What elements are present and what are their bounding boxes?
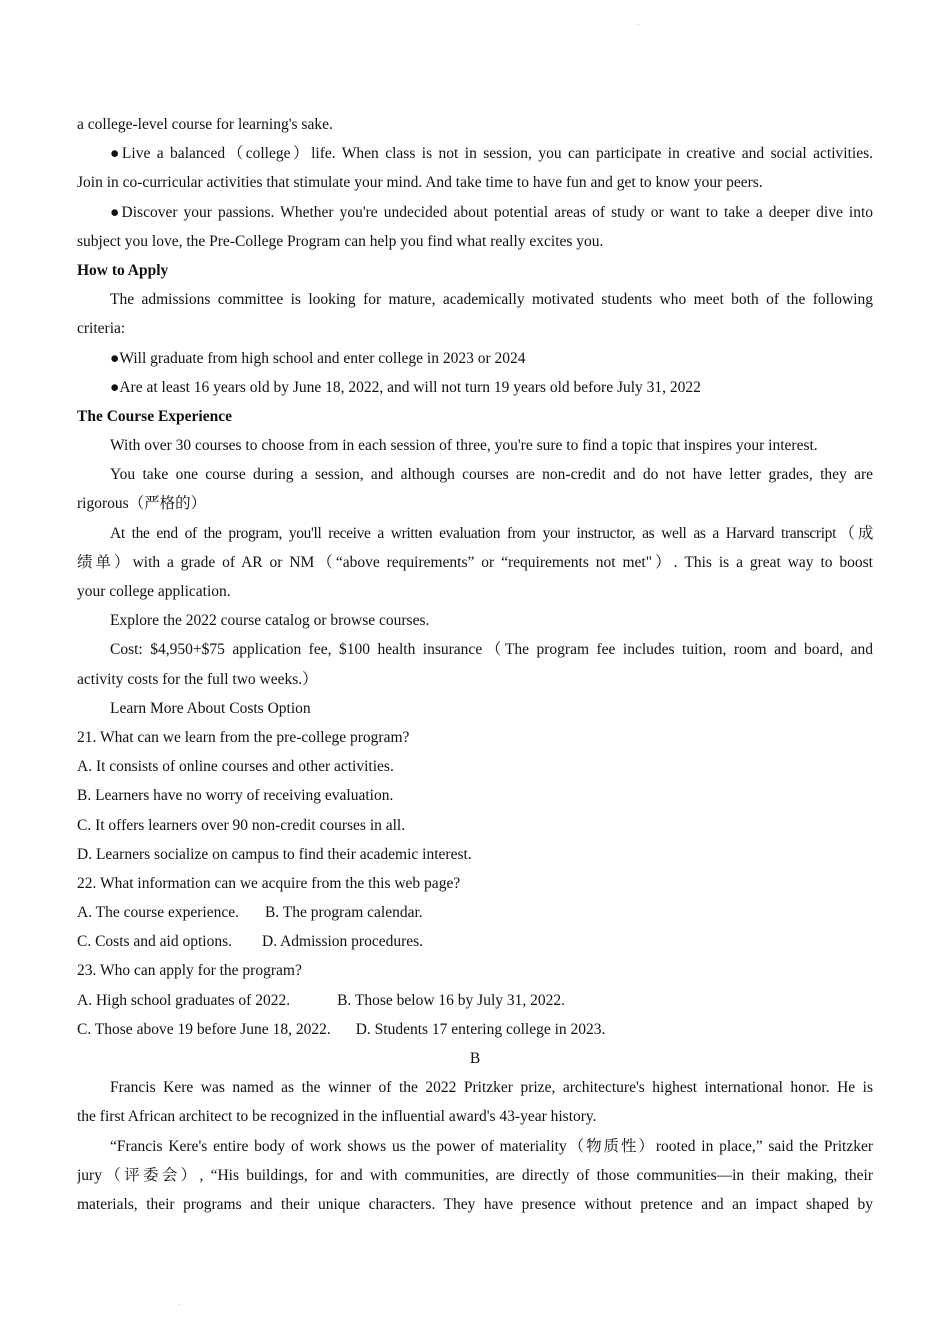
cost-line-1: Cost: $4,950+$75 application fee, $100 health insurance（The program fee includes tuition, room and board, and <box>110 641 873 659</box>
question-23-option-d: D. Students 17 entering college in 2023. <box>355 1020 606 1038</box>
question-22-option-a: A. The course experience. <box>77 904 239 922</box>
question-22-options-ab <box>77 898 873 927</box>
paragraph-continuation: a college-level course for learning's sake. <box>77 116 333 133</box>
cost-line-2: activity costs for the full two weeks.） <box>77 670 318 688</box>
apply-intro-line-2: criteria: <box>77 320 126 338</box>
question-23-option-c: C. Those above 19 before June 18, 2022. <box>77 1020 331 1038</box>
course-paragraph-3-line-1: At the end of the program, you'll receive a written evaluation from your instructor, as well as a Harvard transcript（成 <box>110 524 873 542</box>
kere-paragraph-2-line-2: jury（评委会）, “His buildings, for and with communities, are directly of those communities—in their making, their <box>77 1166 873 1184</box>
top-mark: . <box>637 20 639 27</box>
question-21-option-c: C. It offers learners over 90 non-credit courses in all. <box>77 816 406 834</box>
course-paragraph-3-line-2: 绩单）with a grade of AR or NM（“above requirements” or “requirements not met"）. This is a great way to boost <box>77 553 873 571</box>
question-23: 23. Who can apply for the program? <box>77 962 302 980</box>
question-22-option-d: D. Admission procedures. <box>262 933 424 951</box>
heading-course-experience: The Course Experience <box>77 407 232 425</box>
question-21: 21. What can we learn from the pre-college program? <box>77 728 410 746</box>
question-21-option-b: B. Learners have no worry of receiving evaluation. <box>77 787 394 805</box>
section-b-heading: B <box>469 1050 481 1067</box>
bullet-balanced-life-line-2: Join in co-curricular activities that stimulate your mind. And take time to have fun and get to know your peers. <box>77 174 763 192</box>
question-21-option-d: D. Learners socialize on campus to find their academic interest. <box>77 845 472 863</box>
heading-how-to-apply: How to Apply <box>77 261 169 279</box>
bullet-passions-line-2: subject you love, the Pre-College Program can help you find what really excites you. <box>77 232 604 250</box>
question-22: 22. What information can we acquire from the this web page? <box>77 874 461 892</box>
question-22-options-cd <box>77 927 873 956</box>
course-paragraph-2-line-1: You take one course during a session, and although courses are non-credit and do not have letter grades, they are <box>110 466 873 484</box>
question-23-options-cd <box>77 1015 873 1044</box>
course-catalog-link-text: Explore the 2022 course catalog or browse courses. <box>110 612 430 630</box>
bullet-balanced-life-line-1: ●Live a balanced（college）life. When class is not in session, you can participate in creative and social activities. <box>110 145 873 163</box>
kere-paragraph-2-line-3: materials, their programs and their unique characters. They have presence without pretence and an impact shaped by <box>77 1195 873 1213</box>
kere-paragraph-1-line-1: Francis Kere was named as the winner of the 2022 Pritzker prize, architecture's highest international honor. He is <box>110 1079 873 1097</box>
question-23-option-b: B. Those below 16 by July 31, 2022. <box>337 991 565 1009</box>
document-page <box>77 110 873 1219</box>
question-22-option-b: B. The program calendar. <box>264 904 423 922</box>
bullet-passions-line-1: ●Discover your passions. Whether you're undecided about potential areas of study or want to take a deeper dive into <box>110 203 873 221</box>
apply-intro-line-1: The admissions committee is looking for mature, academically motivated students who meet both of the following <box>110 291 873 309</box>
kere-paragraph-1-line-2: the first African architect to be recognized in the influential award's 43-year history. <box>77 1108 597 1126</box>
criterion-graduate: ●Will graduate from high school and enter college in 2023 or 2024 <box>110 349 526 367</box>
learn-more-costs: Learn More About Costs Option <box>110 699 311 717</box>
question-21-option-a: A. It consists of online courses and other activities. <box>77 758 394 776</box>
question-23-option-a: A. High school graduates of 2022. <box>77 991 291 1009</box>
course-paragraph-3-line-3: your college application. <box>77 583 231 600</box>
course-paragraph-2-line-2: rigorous（严格的） <box>77 495 207 513</box>
kere-paragraph-2-line-1: “Francis Kere's entire body of work shows us the power of materiality（物质性）rooted in place,” said the Pritzker <box>110 1137 873 1155</box>
question-23-options-ab <box>77 986 873 1015</box>
course-paragraph-1: With over 30 courses to choose from in each session of three, you're sure to find a topic that inspires your interest. <box>110 437 818 455</box>
criterion-age: ●Are at least 16 years old by June 18, 2022, and will not turn 19 years old before July 31, 2022 <box>110 378 701 396</box>
bottom-mark: . <box>178 1300 180 1307</box>
question-22-option-c: C. Costs and aid options. <box>77 933 233 951</box>
